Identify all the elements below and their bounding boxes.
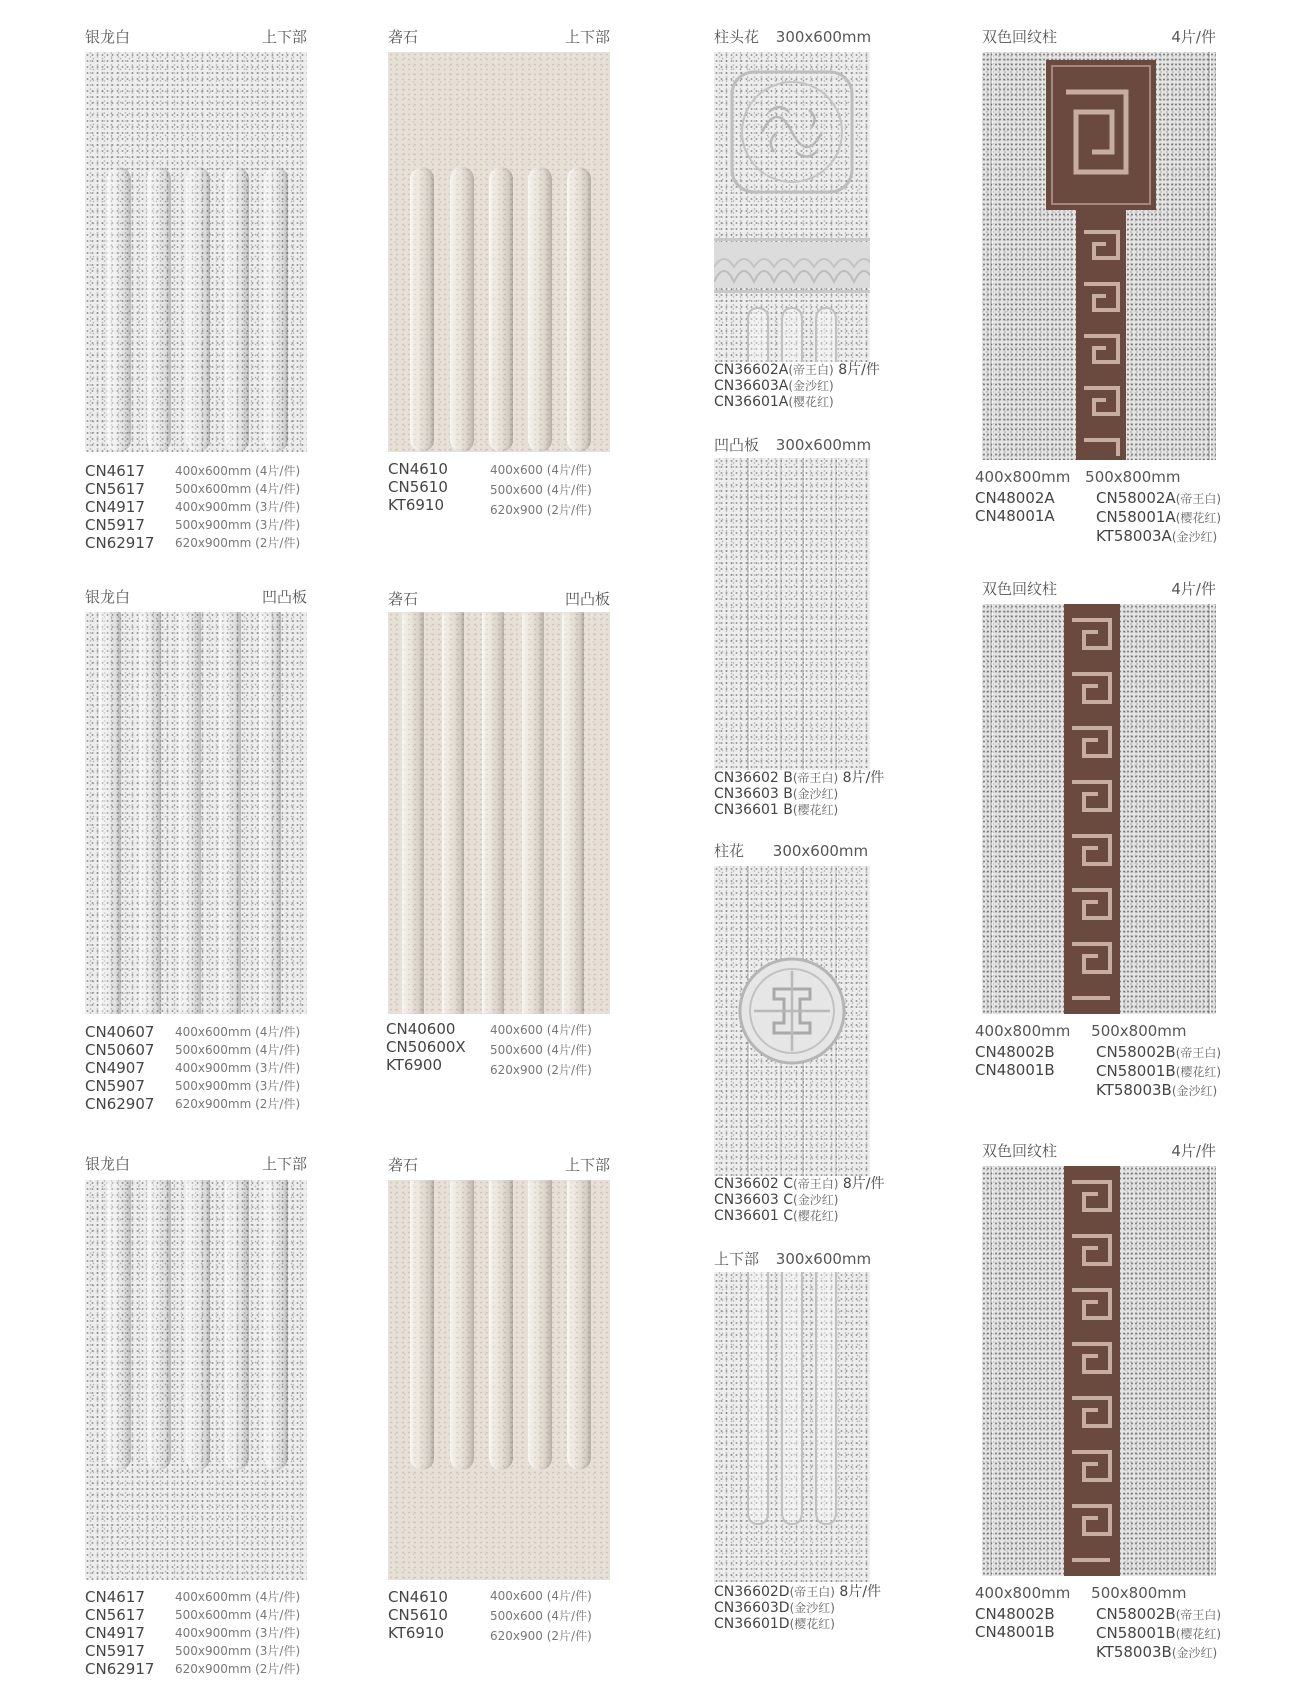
code: CN58002A <box>1096 489 1176 507</box>
col4-block2-right-codes <box>1096 1043 1221 1100</box>
note: (樱花红) <box>792 803 839 817</box>
size: 500x600 (4片/件) <box>490 1609 592 1623</box>
note: (金沙红) <box>793 1193 839 1207</box>
code: KT58003A <box>1096 527 1172 545</box>
code: CN36602 B <box>714 770 793 786</box>
code: CN58001B <box>1096 1062 1176 1080</box>
col2-block2-sizes <box>490 1020 592 1080</box>
col2-block1-tag: 上下部 <box>564 28 610 46</box>
qty: 8片/件 <box>839 1584 882 1600</box>
col3-block1-codes <box>714 362 880 410</box>
col2-block3-title: 砻石 <box>388 1156 419 1174</box>
code: CN5907 <box>85 1077 145 1095</box>
col1-block2-title: 银龙白 <box>85 588 131 606</box>
code: CN58002B <box>1096 1043 1176 1061</box>
col2-block3-sizes <box>490 1586 592 1646</box>
size: 400x900mm (3片/件) <box>175 1061 301 1075</box>
code: CN5610 <box>388 478 448 496</box>
col3-block2-codes <box>714 770 884 818</box>
col3-block1-size: 300x600mm <box>775 28 872 46</box>
code: CN36601 B <box>714 802 793 818</box>
col3-block2-header <box>714 436 871 454</box>
size: 620x900 (2片/件) <box>490 1629 592 1643</box>
col3-block3-codes <box>714 1176 884 1224</box>
col1-block1-header <box>85 28 307 46</box>
col4-block1-dims <box>975 468 1181 486</box>
col2-block1-sizes <box>490 460 592 520</box>
size: 400x600mm (4片/件) <box>175 464 301 478</box>
meander-column-icon <box>982 1166 1216 1576</box>
code: CN36602D <box>714 1584 790 1600</box>
code: CN4610 <box>388 460 448 478</box>
qty: 8片/件 <box>842 1176 885 1192</box>
note: (帝王白) <box>788 363 834 377</box>
code: CN4917 <box>85 498 145 516</box>
code: CN5917 <box>85 516 145 534</box>
col3-block3-header <box>714 842 868 860</box>
size: 400x600mm (4片/件) <box>175 1025 301 1039</box>
code: CN36601A <box>714 394 789 410</box>
col2-block2-codes <box>386 1020 466 1074</box>
note: (帝王白) <box>793 1177 839 1191</box>
size: 500x600mm (4片/件) <box>175 1608 301 1622</box>
size: 400x600 (4片/件) <box>490 1589 592 1603</box>
col3-block4-header <box>714 1250 871 1268</box>
col1-block2-tag: 凹凸板 <box>261 588 307 606</box>
col4-block2-tile <box>982 604 1216 1014</box>
col4-block1-header <box>982 28 1216 46</box>
col3-block4-title: 上下部 <box>714 1250 760 1268</box>
col3-block4-tile <box>714 1272 870 1582</box>
meander-column-icon <box>982 604 1216 1014</box>
col2-block3-codes <box>388 1588 448 1642</box>
code: CN36603 C <box>714 1192 794 1208</box>
col2-block1-title: 砻石 <box>388 28 419 46</box>
code: CN62907 <box>85 1095 155 1113</box>
qty: 8片/件 <box>842 770 885 786</box>
note: (樱花红) <box>789 1617 835 1631</box>
note: (金沙红) <box>1171 1646 1218 1660</box>
code: CN62917 <box>85 534 155 552</box>
col3-block1-tile <box>714 52 870 362</box>
size: 500x600mm (4片/件) <box>175 1043 301 1057</box>
meander-column-icon <box>982 52 1216 460</box>
col4-block3-right-codes <box>1096 1605 1221 1662</box>
note: (金沙红) <box>788 379 834 393</box>
code: CN36603D <box>714 1600 790 1616</box>
dim-b: 500x800mm <box>1091 1022 1187 1040</box>
dim-a: 400x800mm <box>975 1584 1071 1602</box>
size: 400x900mm (3片/件) <box>175 500 301 514</box>
code: CN36602A <box>714 362 789 378</box>
size: 400x900mm (3片/件) <box>175 1626 301 1640</box>
medallion-icon <box>714 866 870 1176</box>
col3-block3-title: 柱花 <box>714 842 745 860</box>
code: KT6900 <box>386 1056 443 1074</box>
col1-block1-codes <box>85 462 154 552</box>
col1-block3-tag: 上下部 <box>261 1155 307 1173</box>
dim-b: 500x800mm <box>1091 1584 1187 1602</box>
code: KT6910 <box>388 496 445 514</box>
code: CN5617 <box>85 1606 145 1624</box>
note: (帝王白) <box>789 1585 835 1599</box>
col2-block2-tag: 凹凸板 <box>564 590 610 608</box>
code: CN36601D <box>714 1616 790 1632</box>
code: CN5610 <box>388 1606 448 1624</box>
note: (金沙红) <box>1171 1084 1218 1098</box>
col1-block1-title: 银龙白 <box>85 28 131 46</box>
col3-block4-codes <box>714 1584 881 1632</box>
note: (帝王白) <box>1175 1046 1222 1060</box>
col3-block3-tile <box>714 866 870 1176</box>
size: 400x600 (4片/件) <box>490 463 592 477</box>
note: (帝王白) <box>1175 1608 1222 1622</box>
code: CN36602 C <box>714 1176 794 1192</box>
code: CN36603 B <box>714 786 793 802</box>
size: 620x900 (2片/件) <box>490 503 592 517</box>
size: 400x600 (4片/件) <box>490 1023 592 1037</box>
col3-block4-size: 300x600mm <box>775 1250 872 1268</box>
code: CN58001A <box>1096 508 1176 526</box>
size: 400x600mm (4片/件) <box>175 1590 301 1604</box>
note: (樱花红) <box>1175 511 1222 525</box>
size: 500x600mm (4片/件) <box>175 482 301 496</box>
code: CN58001B <box>1096 1624 1176 1642</box>
col4-block1-right-codes <box>1096 489 1221 546</box>
col1-block3-header <box>85 1155 307 1173</box>
col2-block2-tile <box>388 612 610 1014</box>
size: 620x900 (2片/件) <box>490 1063 592 1077</box>
code: CN4610 <box>388 1588 448 1606</box>
size: 500x900mm (3片/件) <box>175 1079 301 1093</box>
size: 620x900mm (2片/件) <box>175 1097 301 1111</box>
col3-block2-tile <box>714 458 870 770</box>
col4-block3-qty: 4片/件 <box>1171 1142 1216 1160</box>
col1-block3-codes <box>85 1588 154 1678</box>
col3-block2-size: 300x600mm <box>775 436 872 454</box>
code: CN4617 <box>85 1588 145 1606</box>
col4-block1-left-codes <box>975 489 1055 525</box>
code: CN58002B <box>1096 1605 1176 1623</box>
note: (帝王白) <box>792 771 839 785</box>
capital-ornament-icon <box>714 52 870 362</box>
code: KT6910 <box>388 1624 445 1642</box>
col4-block2-title: 双色回纹柱 <box>982 580 1058 598</box>
size: 620x900mm (2片/件) <box>175 1662 301 1676</box>
size: 500x600 (4片/件) <box>490 483 592 497</box>
col1-block1-tag: 上下部 <box>261 28 307 46</box>
code: CN5617 <box>85 480 145 498</box>
col4-block2-dims <box>975 1022 1187 1040</box>
col3-block1-title: 柱头花 <box>714 28 760 46</box>
col3-block1-header <box>714 28 871 46</box>
code: KT58003B <box>1096 1643 1172 1661</box>
code: CN48002B <box>975 1605 1055 1623</box>
col2-block3-tag: 上下部 <box>564 1156 610 1174</box>
col1-block2-header <box>85 588 307 606</box>
note: (樱花红) <box>793 1209 839 1223</box>
col4-block2-qty: 4片/件 <box>1171 580 1216 598</box>
col2-block1-codes <box>388 460 448 514</box>
code: CN4907 <box>85 1059 145 1077</box>
col4-block1-tile <box>982 52 1216 460</box>
qty: 8片/件 <box>838 362 880 378</box>
col2-block3-header <box>388 1156 610 1174</box>
col4-block1-title: 双色回纹柱 <box>982 28 1058 46</box>
code: CN4917 <box>85 1624 145 1642</box>
col1-block1-sizes <box>175 462 300 552</box>
col1-block2-codes <box>85 1023 154 1113</box>
col2-block3-tile <box>388 1180 610 1580</box>
code: KT58003B <box>1096 1081 1172 1099</box>
col4-block3-title: 双色回纹柱 <box>982 1142 1058 1160</box>
col1-block1-tile <box>85 52 307 452</box>
col3-block2-title: 凹凸板 <box>714 436 760 454</box>
code: CN48001B <box>975 1623 1055 1641</box>
col4-block3-tile <box>982 1166 1216 1576</box>
col3-block3-size: 300x600mm <box>772 842 869 860</box>
col4-block2-header <box>982 580 1216 598</box>
col4-block3-dims <box>975 1584 1187 1602</box>
code: CN48002A <box>975 489 1055 507</box>
code: CN4617 <box>85 462 145 480</box>
col4-block2-left-codes <box>975 1043 1055 1079</box>
code: CN48001A <box>975 507 1055 525</box>
note: (金沙红) <box>789 1601 835 1615</box>
col1-block2-tile <box>85 612 307 1014</box>
code: CN5917 <box>85 1642 145 1660</box>
flute-ends-icon <box>714 1272 870 1582</box>
col2-block1-header <box>388 28 610 46</box>
code: CN36603A <box>714 378 789 394</box>
col4-block3-header <box>982 1142 1216 1160</box>
size: 620x900mm (2片/件) <box>175 536 301 550</box>
col1-block3-sizes <box>175 1588 300 1678</box>
note: (樱花红) <box>1175 1065 1222 1079</box>
code: CN50607 <box>85 1041 155 1059</box>
dim-a: 400x800mm <box>975 1022 1071 1040</box>
col1-block3-title: 银龙白 <box>85 1155 131 1173</box>
code: CN50600X <box>386 1038 466 1056</box>
note: (樱花红) <box>788 395 834 409</box>
dim-a: 400x800mm <box>975 468 1071 486</box>
size: 500x900mm (3片/件) <box>175 1644 301 1658</box>
code: CN48001B <box>975 1061 1055 1079</box>
dim-b: 500x800mm <box>1085 468 1181 486</box>
col2-block2-title: 砻石 <box>388 590 419 608</box>
col4-block1-qty: 4片/件 <box>1171 28 1216 46</box>
size: 500x900mm (3片/件) <box>175 518 301 532</box>
col4-block3-left-codes <box>975 1605 1055 1641</box>
col2-block1-tile <box>388 52 610 452</box>
note: (金沙红) <box>1171 530 1218 544</box>
code: CN36601 C <box>714 1208 794 1224</box>
code: CN48002B <box>975 1043 1055 1061</box>
code: CN62917 <box>85 1660 155 1678</box>
col2-block2-header <box>388 590 610 608</box>
size: 500x600 (4片/件) <box>490 1043 592 1057</box>
col1-block3-tile <box>85 1180 307 1580</box>
code: CN40607 <box>85 1023 155 1041</box>
code: CN40600 <box>386 1020 456 1038</box>
note: (金沙红) <box>792 787 839 801</box>
note: (樱花红) <box>1175 1627 1222 1641</box>
col1-block2-sizes <box>175 1023 300 1113</box>
note: (帝王白) <box>1175 492 1222 506</box>
